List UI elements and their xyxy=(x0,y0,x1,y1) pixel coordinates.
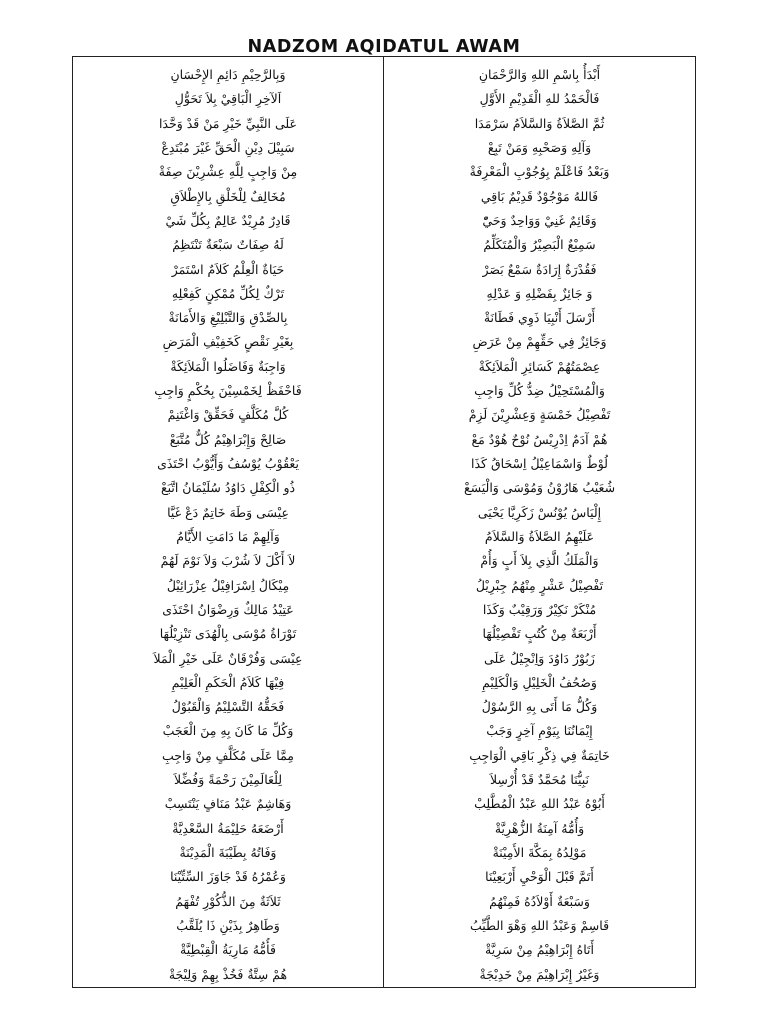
verse-second-half: لِلْعَالَمِيْنَ رَحْمَةً وَفُضِّلاَ xyxy=(173,772,283,788)
verse-second-half: وَفَاتُهُ بِطَيْبَةَ الْمَدِيْنَةْ xyxy=(179,845,277,860)
verse-second-half: مِنْ وَاجِبٍ لِلَّهِ عِشْرِيْنَ صِفَةْ xyxy=(158,164,298,180)
verse-first-half: وَقَائِمٌ غَنِيْ وَوَاحِدٌ وَحَيّْ xyxy=(482,212,597,228)
verse-second-half: فَاحْفَظْ لِخَمْسِيْنَ بِحُكْمٍ وَاجِبِ xyxy=(154,383,302,399)
left-column xyxy=(73,57,384,987)
verse-second-half: اَلآخِرِ الْبَاقِيْ بِلاَ تَحَوُّلِ xyxy=(174,91,282,107)
verse-first-half: أَبْدَأُ بِاسْمِ اللهِ وَالرَّحْمَانِ xyxy=(478,67,601,82)
verse-first-half: أَبُوْهُ عَبْدُ اللهِ عَبْدُ الْمُطَّلِبْ xyxy=(474,796,605,812)
verse-first-half: وَأُمُّهُ آمِنَةُ الزُّهْرِيَّةْ xyxy=(494,820,585,836)
verse-first-half: أَتَاهُ إِبْرَاهِيْمُ مِنْ سَرِيَّةْ xyxy=(485,942,594,958)
verse-first-half: قَاسِمْ وَعَبْدُ اللهِ وَهْوَ الطَّيِّبُ xyxy=(469,917,610,933)
verse-second-half: لَهُ صِفَاتٌ سَبْعَةٌ تَنْتَظِمُ xyxy=(172,237,284,253)
verse-second-half: وَطَاهِرٌ بِذَيْنِ ذَا يُلَقَّبُ xyxy=(176,917,280,933)
verse-first-half: وَ جَائِزٌ بِفَضْلِهِ وَ عَدْلِهِ xyxy=(486,285,593,301)
verse-first-half: ثُمَّ الصَّلاَةُ وَالسَّلاَمُ سَرْمَدَا xyxy=(474,115,605,131)
verse-first-half: وَجَائِزٌ فِي حَقِّهِمْ مِنْ عَرَضِ xyxy=(472,334,607,350)
verse-first-half: وَالْمُسْتَحِيْلُ ضِدُّ كُلِّ وَاجِبِ xyxy=(474,383,605,399)
verse-second-half: وَبِالرَّحِيْمِ دَائِمِ الإِحْسَانِ xyxy=(170,67,286,82)
verse-first-half: أَتَمَّ قَبْلَ الْوَحْيِ أَرْبَعِيْنَا xyxy=(485,869,594,885)
verse-first-half: هُمْ آدَمٌ اِدْرِيْسُ نُوْحٌ هُوْدٌ مَعْ xyxy=(471,431,608,447)
verse-first-half: مَوْلِدُهُ بِمَكَّةَ الأَمِيْنَةْ xyxy=(492,845,587,860)
verse-first-half: نَبِيُّنَا مُحَمَّدٌ قَدْ أُرْسِلاَ xyxy=(489,772,590,788)
verse-first-half: مُنْكَرْ نَكِيْرٌ وَرَقِيْبٌ وَكَذَا xyxy=(482,601,597,617)
verse-second-half: وَهَاشِمٌ عَبْدُ مَنَافٍ يَنْتَسِبْ xyxy=(164,796,292,812)
verse-first-half: وَالْمَلَكُ الَّذِي بِلاَ أَبٍ وَأُمْ xyxy=(480,553,599,569)
verse-second-half: عِيْسَى وَفُرْقَانٌ عَلَى خَيْرِ الْمَلاَ xyxy=(153,650,303,666)
verse-second-half: صَالِحْ وَإِبْرَاهِيْمُ كُلٌّ مُتَّبَعْ xyxy=(169,431,287,447)
verse-first-half: وَبَعْدُ فَاعْلَمْ بِوُجُوْبِ الْمَعْرِفَةْ xyxy=(469,164,610,180)
verse-second-half: تَوْرَاةُ مُوْسَى بِالْهُدَى تَنْزِيْلُهَا xyxy=(159,626,297,642)
verse-first-half: خَاتِمَةٌ فِي ذِكْرِ بَاقِي الْوَاجِبِ xyxy=(469,747,610,763)
verse-first-half: وَصُحُفُ الْخَلِيْلِ وَالْكَلِيْمِ xyxy=(482,674,597,690)
verse-first-half: لُوْطٌ وَاسْمَاعِيْلُ اِسْحَاقُ كَذَا xyxy=(471,456,608,471)
verse-second-half: عَتِيْدُ مَالِكٌ وَرِضْوَانُ احْتَذَى xyxy=(162,601,294,617)
verse-first-half: إِيْمَانُنَا بِيَوْمِ آخِرٍ وَجَبْ xyxy=(486,723,593,739)
verse-second-half: ذُو الْكِفْلِ دَاوُدُ سُلَيْمَانُ اتَّبَعْ xyxy=(160,480,296,496)
verse-second-half: قَادِرٌ مُرِيْدٌ عَالِمٌ بِكُلِّ شَيْ xyxy=(165,212,291,228)
verse-first-half: تَفْصِيْلُ خَمْسَةٍ وَعِشْرِيْنَ لَزِمْ xyxy=(468,407,611,423)
verse-second-half: وَآلِهِمْ مَا دَامَتِ الأَيَّامُ xyxy=(176,528,280,544)
verse-second-half: عَلَى النَّبِيِّ خَيْرِ مَنْ قَدْ وَحَّدَا xyxy=(158,115,298,131)
verse-second-half: سَبِيْلَ دِيْنِ الْحَقِّ غَيْرَ مُبْتَدِعْ xyxy=(161,139,295,155)
verse-second-half: أَرْضَعَهُ حَلِيْمَةُ السَّعْدِيَّةْ xyxy=(172,820,284,836)
verse-second-half: مِمَّا عَلَى مُكَلَّفٍ مِنْ وَاجِبِ xyxy=(161,747,295,763)
verse-second-half: يَعْقُوْبُ يُوْسُفُ وَأَيُّوْبُ احْتَذَى xyxy=(157,456,299,471)
verse-second-half: مِيْكَالُ اِسْرَافِيْلُ عِزْرَائِيْلُ xyxy=(166,577,290,593)
verse-first-half: عَلَيْهِمُ الصَّلاَةُ وَالسَّلاَمُ xyxy=(484,528,595,544)
verse-first-half: وَآلِهِ وَصَحْبِهِ وَمَنْ تَبِعْ xyxy=(487,139,592,155)
verse-second-half: كُلَّ مُكَلَّفٍ فَحَقِّقْ وَاغْتَنِمْ xyxy=(167,407,289,423)
right-column xyxy=(384,57,695,987)
verse-first-half: فَالْحَمْدُ للهِ الْقَدِيْمِ الأَوَّلِ xyxy=(479,91,600,107)
verse-second-half: وَكُلِّ مَا كَانَ بِهِ مِنَ الْعَجَبْ xyxy=(162,723,294,739)
verse-second-half: لاَ أَكْلَ لاَ شُرْبَ وَلاَ نَوْمَ لَهُمْ xyxy=(160,553,296,569)
verse-second-half: بِغَيْرِ نَقْصٍ كَخَفِيْفِ الْمَرَضِ xyxy=(162,334,294,350)
verse-first-half: عِصْمَتُهُمْ كَسَائِرِ الْمَلاَئِكَةْ xyxy=(478,358,601,374)
verse-first-half: شُعَيْبُ هَارُوْنُ وَمُوْسَى وَالْيَسَعْ xyxy=(463,480,616,496)
verse-first-half: إِلْيَاسُ يُوْنُسْ زَكَرِيَّا يَحْيَى xyxy=(477,504,602,520)
verse-second-half: وَاجِبَةٌ وَفَاضَلُوا الْمَلاَئِكَةْ xyxy=(170,358,286,374)
verse-second-half: ثَلاَثَةٌ مِنَ الذُّكُوْرِ تُفْهَمُ xyxy=(175,893,281,909)
verse-second-half: وَعُمْرُهُ قَدْ جَاوَزَ السِّتِّيْنَا xyxy=(170,869,286,885)
verse-second-half: عِيْسَى وَطَهَ خَاتِمٌ دَعْ غَيَّا xyxy=(167,504,289,520)
verse-second-half: فَحَقُّهُ التَّسْلِيْمُ وَالْقَبُوْلُ xyxy=(171,699,285,715)
verse-first-half: فَاللهُ مَوْجُوْدٌ قَدِيْمٌ بَاقِي xyxy=(480,188,599,204)
verse-second-half: فِيْهَا كَلاَمُ الْحَكَمِ الْعَلِيْمِ xyxy=(171,674,285,690)
verse-second-half: تَرْكٌ لِكُلِّ مُمْكِنٍ كَفِعْلِهِ xyxy=(171,285,285,301)
verse-first-half: أَرْسَلَ أَنْبِيَا ذَوِي فَطَانَةْ xyxy=(483,310,596,326)
verse-second-half: فَأُمُّهُ مَارِيَةُ الْقِبْطِيَّةْ xyxy=(180,942,276,958)
verse-second-half: هُمْ سِتَّةٌ فَخُذْ بِهِمْ وَلِيْجَةْ xyxy=(168,966,288,982)
page-title: NADZOM AQIDATUL AWAM xyxy=(247,37,521,57)
verse-first-half: أَرْبَعَةٌ مِنْ كُتُبٍ تَفْصِيْلُهَا xyxy=(482,626,597,642)
verse-second-half: حَيَاةٌ الْعِلْمُ كَلاَمٌ اسْتَمَرْ xyxy=(171,261,285,277)
poem-table xyxy=(72,56,696,988)
verse-second-half: مُخَالِفٌ لِلْخَلْقِ بِالإِطْلاَقِ xyxy=(170,188,286,204)
verse-second-half: بِالصِّدْقِ وَالتَّبْلِيْغِ وَالأَمَانَةْ xyxy=(168,310,288,326)
verse-first-half: سَمِيْعٌ الْبَصِيْرُ وَالْمُتَكَلِّمُ xyxy=(483,237,596,253)
verse-first-half: زَبُوْرُ دَاوُدَ وَاِنْجِيْلُ عَلَى xyxy=(484,650,595,666)
verse-first-half: وَسَبْعَةٌ أَوْلاَدُهُ فَمِنْهُمُ xyxy=(489,893,590,909)
verse-first-half: وَكُلُّ مَا أَتَى بِهِ الرَّسُوْلُ xyxy=(481,699,598,715)
verse-first-half: وَغَيْرُ إِبْرَاهِيْمَ مِنْ خَدِيْجَةْ xyxy=(479,966,600,982)
verse-first-half: تَفْصِيْلُ عَشْرٍ مِنْهُمُ جِبْرِيْلُ xyxy=(475,577,604,593)
verse-first-half: فَقُدْرَةٌ إِرَادَةٌ سَمْعٌ بَصَرْ xyxy=(482,261,597,277)
